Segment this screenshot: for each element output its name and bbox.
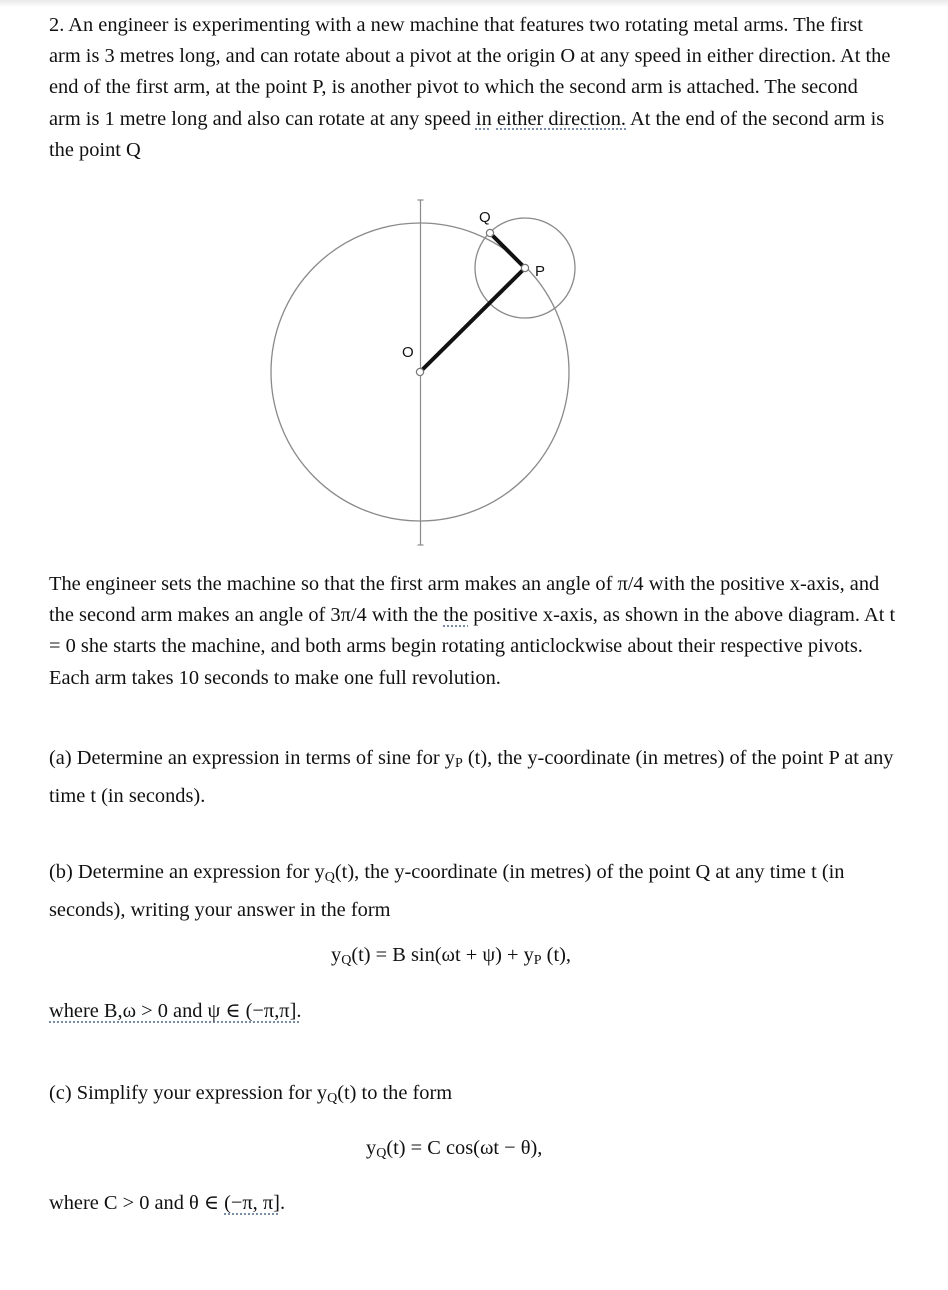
spellcheck-flag[interactable]: in xyxy=(475,107,492,130)
spellcheck-flag[interactable]: the xyxy=(443,604,469,627)
point-q xyxy=(486,229,493,236)
problem-intro xyxy=(49,10,894,166)
part-c-text-end: (t) to the form xyxy=(337,1082,453,1104)
part-c-equation xyxy=(366,1137,542,1162)
rotating-arms-diagram xyxy=(270,190,590,555)
eq-text: (t) = C cos(ωt − θ), xyxy=(386,1137,543,1159)
subscript: P xyxy=(533,953,542,968)
part-b-equation xyxy=(331,944,571,969)
eq-symbol: y xyxy=(366,1137,377,1159)
part-a-text: (a) Determine an expression in terms of sine for y xyxy=(49,747,455,769)
eq-text-end: (t), xyxy=(541,944,572,966)
label-p: P xyxy=(535,263,546,280)
part-a-text-end: (t), the y-coordinate (in metres) of the point P at any time t (in seconds). xyxy=(49,747,894,807)
intro-text-end: At the end of the second arm is the point Q xyxy=(49,107,885,161)
spellcheck-flag[interactable]: either direction. xyxy=(496,107,626,130)
first-arm xyxy=(420,268,525,372)
label-q: Q xyxy=(479,209,491,226)
eq-symbol: y xyxy=(331,944,342,966)
label-o: O xyxy=(402,344,414,361)
part-b-text: (b) Determine an expression for y xyxy=(49,861,325,883)
page-top-shadow xyxy=(0,0,948,7)
subscript: Q xyxy=(376,1146,387,1161)
conditions-end: . xyxy=(279,1192,286,1214)
part-c-conditions xyxy=(49,1190,285,1215)
subscript: Q xyxy=(327,1091,338,1106)
pivot-o xyxy=(416,368,423,375)
part-c xyxy=(49,1082,452,1107)
part-b-conditions[interactable]: where B,ω > 0 and ψ ∈ (−π,π]. xyxy=(49,1000,302,1022)
eq-text: (t) = B sin(ωt + ψ) + y xyxy=(351,944,534,966)
part-b xyxy=(49,856,909,927)
setup-text-end: positive x-axis, as shown in the above diagram. At t = 0 she starts the machine, and both arms begin rotating anticlockwise about their respective pivots. Each arm takes 10 seconds to make one full revolution. xyxy=(49,604,896,689)
setup-paragraph xyxy=(49,569,899,694)
second-arm xyxy=(490,233,525,268)
subscript: P xyxy=(454,756,463,771)
setup-text: The engineer sets the machine so that the first arm makes an angle of π/4 with the positive x-axis, and the second arm makes an angle of 3π/4 with the xyxy=(49,573,880,627)
part-c-text: (c) Simplify your expression for y xyxy=(49,1082,328,1104)
subscript: Q xyxy=(324,870,335,885)
part-a xyxy=(49,742,909,813)
subscript: Q xyxy=(341,953,352,968)
part-b-text-end: (t), the y-coordinate (in metres) of the point Q at any time t (in seconds), writing your answer in the form xyxy=(49,861,845,921)
pivot-p xyxy=(521,264,528,271)
intro-text: 2. An engineer is experimenting with a new machine that features two rotating metal arms. The first arm is 3 metres long, and can rotate about a pivot at the origin O at any speed in either direction. At the end of the first arm, at the point P, is another pivot to which the second arm is attached. The second arm is 1 metre long and also can rotate at any speed xyxy=(49,14,891,130)
conditions-text: where C > 0 and θ ∈ xyxy=(49,1192,225,1214)
spellcheck-flag[interactable]: (−π, π] xyxy=(224,1192,280,1214)
